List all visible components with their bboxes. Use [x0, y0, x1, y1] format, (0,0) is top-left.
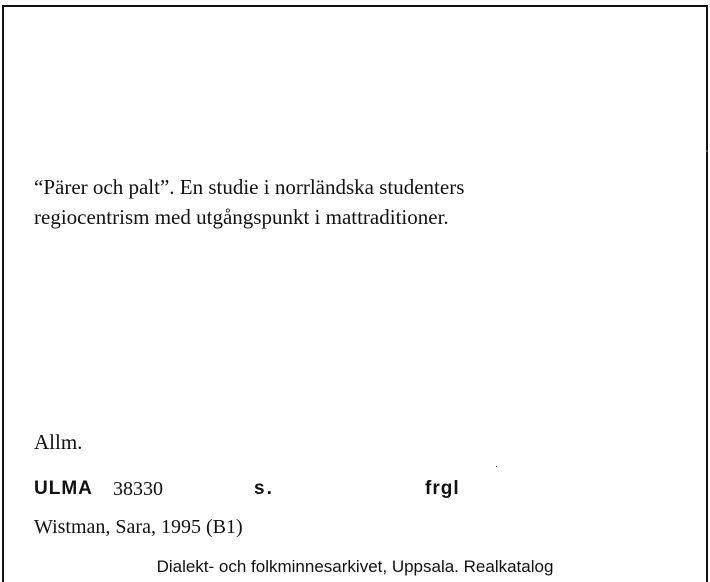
mark-s: s. [254, 478, 274, 499]
archive-footer: Dialekt- och folkminnesarkivet, Uppsala. Realkatalog [156, 557, 554, 576]
category-label: Allm. [34, 430, 83, 454]
scan-speck [706, 150, 708, 152]
record-number: 38330 [113, 478, 163, 500]
scan-speck [496, 466, 497, 467]
archive-code: ULMA [34, 478, 93, 499]
code-row [0, 474, 710, 504]
card-title [34, 172, 674, 232]
card-top-border [2, 5, 708, 7]
author-line: Wistman, Sara, 1995 (B1) [34, 516, 243, 538]
card-title-line: “Pärer och palt”. En studie i norrländska studenters [34, 175, 465, 199]
card-title-line: regiocentrism med utgångspunkt i mattraditioner. [34, 205, 449, 229]
mark-frgl: frgl [425, 478, 460, 499]
